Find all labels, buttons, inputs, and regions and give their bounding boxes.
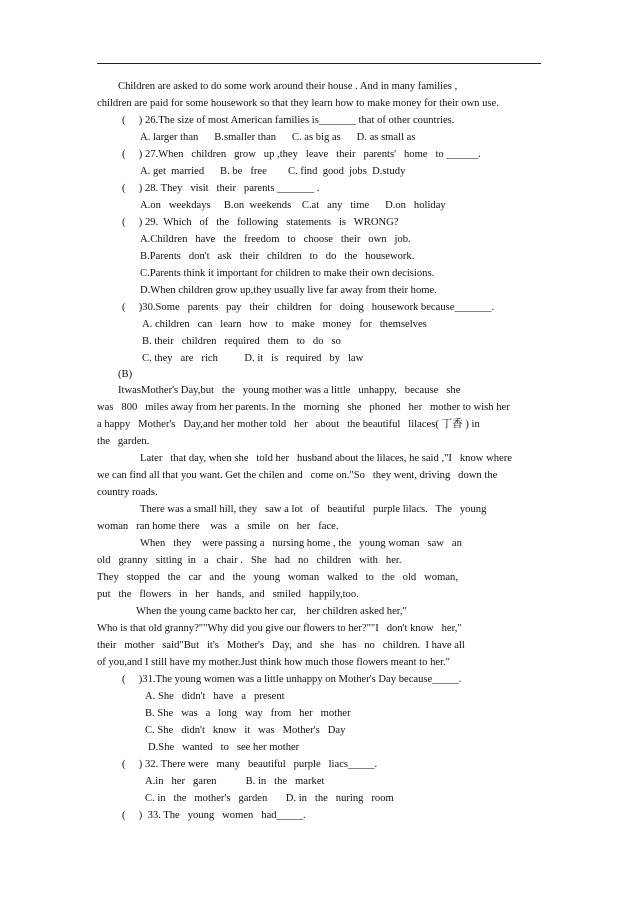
question-29-option-c: C.Parents think it important for children to make their own decisions.: [140, 268, 435, 279]
passage-line-2: was 800 miles away from her parents. In the morning she phoned her mother to wish her: [97, 402, 510, 413]
question-30-option-b: B. their children required them to do so: [142, 336, 341, 347]
passage-line-12: They stopped the car and the young woman walked to the old woman,: [97, 572, 458, 583]
question-29-option-a: A.Children have the freedom to choose their own job.: [140, 234, 411, 245]
question-29-option-d: D.When children grow up,they usually live far away from their home.: [140, 285, 437, 296]
passage-line-10: When they were passing a nursing home , the young woman saw an: [140, 538, 462, 549]
question-28-stem: ( ) 28. They visit their parents _______ .: [122, 183, 320, 194]
question-26-options: A. larger than B.smaller than C. as big as D. as small as: [140, 132, 416, 143]
passage-line-4: the garden.: [97, 436, 150, 447]
question-28-options: A.on weekdays B.on weekends C.at any time D.on holiday: [140, 200, 446, 211]
question-27-options: A. get married B. be free C. find good jobs D.study: [140, 166, 406, 177]
question-30-stem: ( )30.Some parents pay their children for doing housework because_______.: [122, 302, 495, 313]
passage-line-15: Who is that old granny?""Why did you give our flowers to her?""I don't know her,": [97, 623, 462, 634]
section-b-label: (B): [118, 369, 133, 380]
header-rule: [97, 63, 541, 64]
intro-line-1: Children are asked to do some work around their house . And in many families ,: [118, 81, 458, 92]
intro-line-2: children are paid for some housework so that they learn how to make money for their own use.: [97, 98, 499, 109]
question-33-stem: ( ) 33. The young women had_____.: [122, 810, 306, 821]
question-27-stem: ( ) 27.When children grow up ,they leave their parents' home to ______.: [122, 149, 481, 160]
question-31-option-b: B. She was a long way from her mother: [145, 708, 351, 719]
question-29-stem: ( ) 29. Which of the following statements is WRONG?: [122, 217, 399, 228]
passage-line-8: There was a small hill, they saw a lot of beautiful purple lilacs. The young: [140, 504, 487, 515]
passage-line-6: we can find all that you want. Get the chilen and come on."So they went, driving down the: [97, 470, 498, 481]
question-31-option-d: D.She wanted to see her mother: [148, 742, 300, 753]
passage-line-16: their mother said"But it's Mother's Day, and she has no children. I have all: [97, 640, 465, 651]
passage-line-11: old granny sitting in a chair . She had no children with her.: [97, 555, 402, 566]
question-32-option-cd: C. in the mother's garden D. in the nuring room: [145, 793, 394, 804]
question-31-option-c: C. She didn't know it was Mother's Day: [145, 725, 346, 736]
passage-line-5: Later that day, when she told her husband about the lilaces, he said ,"I know where: [140, 453, 512, 464]
question-31-stem: ( )31.The young women was a little unhappy on Mother's Day because_____.: [122, 674, 462, 685]
question-26-stem: ( ) 26.The size of most American families is_______ that of other countries.: [122, 115, 455, 126]
passage-line-9: woman ran home there was a smile on her face.: [97, 521, 339, 532]
question-32-stem: ( ) 32. There were many beautiful purple liacs_____.: [122, 759, 378, 770]
passage-line-3: a happy Mother's Day,and her mother told her about the beautiful lilaces( 丁香 ) in: [97, 419, 480, 430]
question-30-option-c: C. they are rich D. it is required by law: [142, 353, 364, 364]
question-29-option-b: B.Parents don't ask their children to do the housework.: [140, 251, 415, 262]
question-32-option-ab: A.in her garen B. in the market: [145, 776, 325, 787]
question-30-option-a: A. children can learn how to make money for themselves: [142, 319, 427, 330]
passage-line-1: ItwasMother's Day,but the young mother was a little unhappy, because she: [118, 385, 461, 396]
question-31-option-a: A. She didn't have a present: [145, 691, 285, 702]
passage-line-17: of you,and I still have my mother.Just think how much those flowers meant to her.": [97, 657, 450, 668]
passage-line-13: put the flowers in her hands, and smiled happily,too.: [97, 589, 359, 600]
passage-line-14: When the young came backto her car, her children asked her,": [136, 606, 407, 617]
passage-line-7: country roads.: [97, 487, 158, 498]
